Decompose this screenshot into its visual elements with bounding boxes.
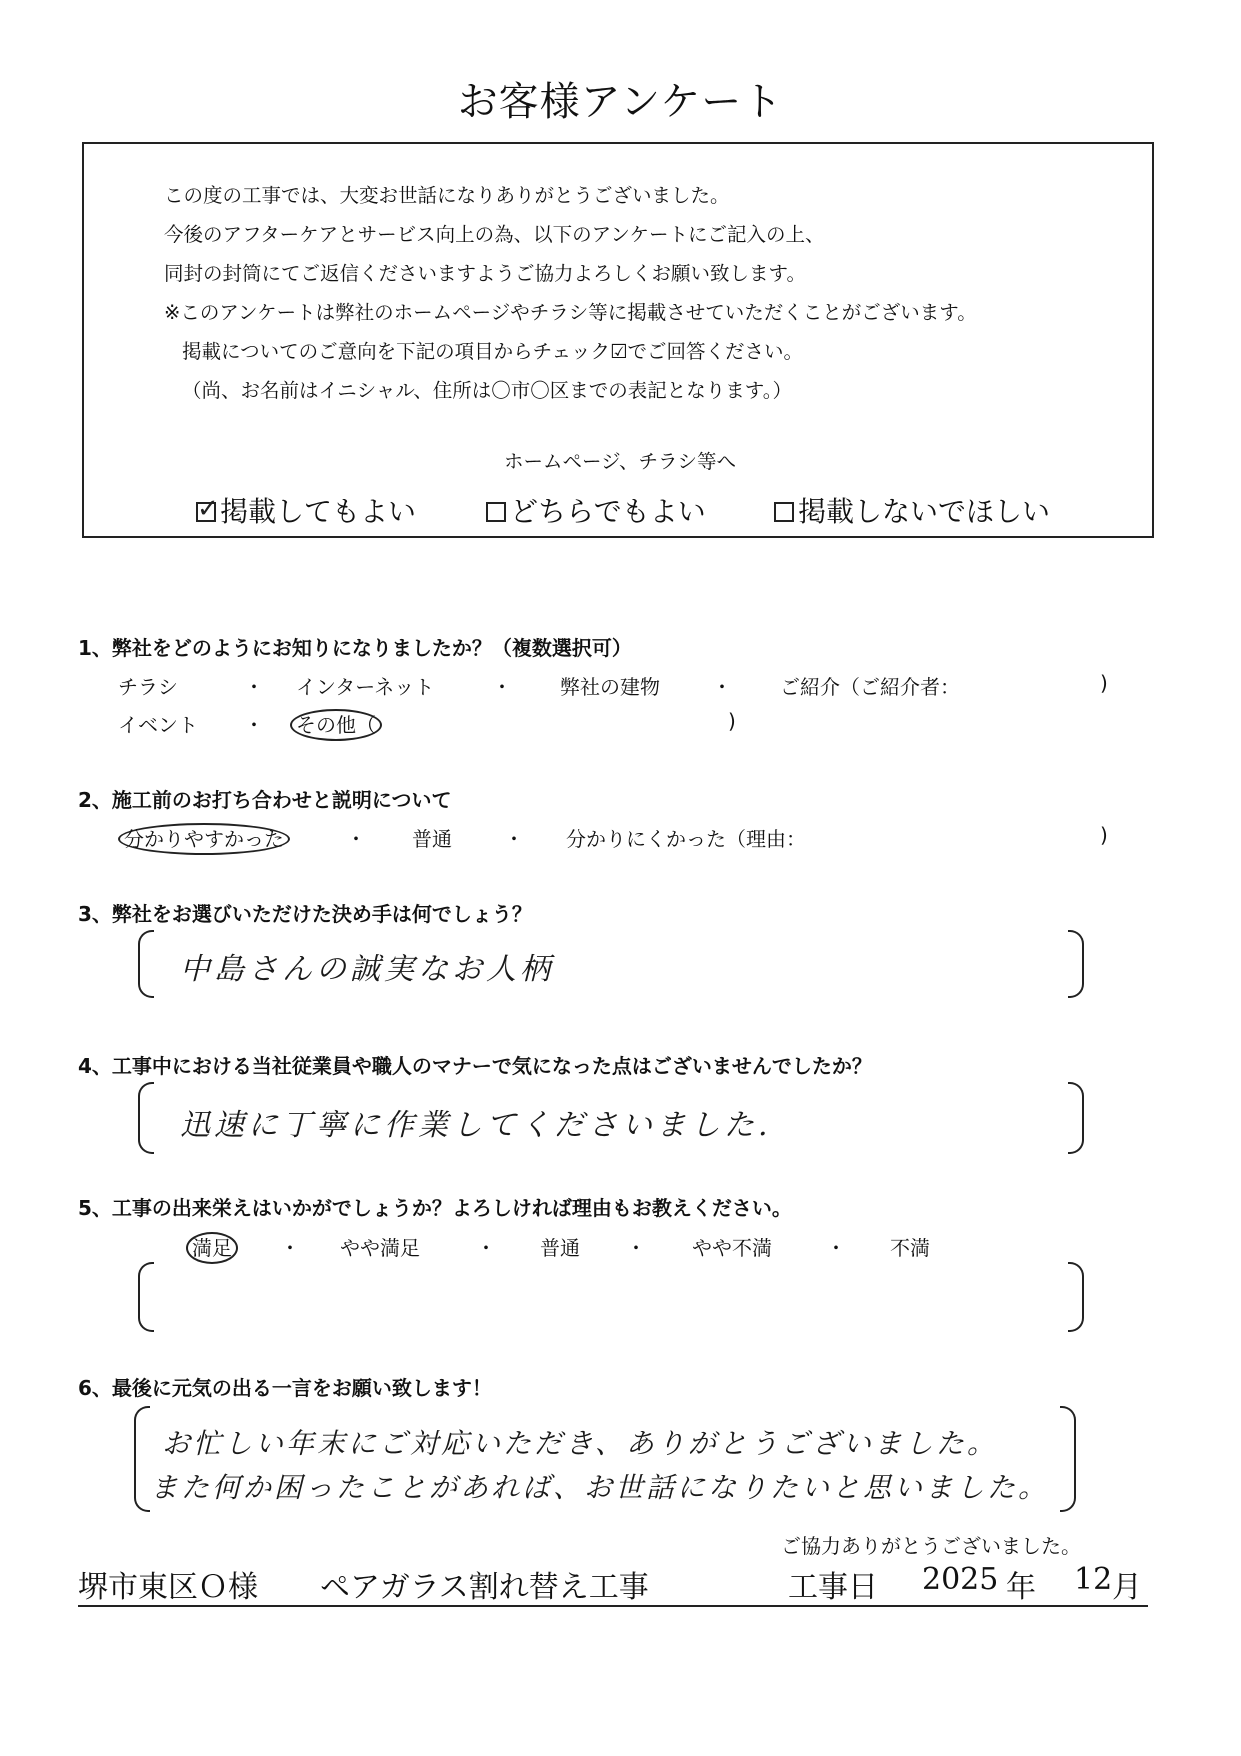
checkbox-checked-icon[interactable] [196, 502, 216, 522]
separator: ・ [346, 827, 366, 851]
option-normal[interactable]: 普通 [412, 827, 452, 851]
answer-bracket-left [138, 1262, 154, 1332]
answer-bracket-right [1060, 1406, 1076, 1512]
publish-option-allow[interactable] [196, 490, 416, 530]
footer-year-unit: 年 [1006, 1570, 1036, 1605]
separator: ・ [826, 1236, 846, 1260]
separator: ・ [492, 675, 512, 699]
footer-project: ペアガラス割れ替え工事 [320, 1570, 649, 1605]
footer-year: 2025 [922, 1562, 999, 1597]
answer-3-text[interactable]: 中島さんの誠実なお人柄 [180, 952, 554, 987]
question-1: 1、弊社をどのようにお知りになりましたか？（複数選択可） [78, 636, 632, 660]
thanks-text: ご協力ありがとうございました。 [781, 1534, 1081, 1558]
option-easy-label: 分かりやすかった [118, 823, 290, 855]
option-flyer[interactable]: チラシ [118, 675, 178, 699]
separator: ・ [244, 713, 264, 737]
notice-line: ※このアンケートは弊社のホームページやチラシ等に掲載させていただくことがございます。 [164, 301, 977, 324]
option-event[interactable]: イベント [118, 713, 198, 737]
footer-date-label: 工事日 [788, 1570, 878, 1605]
notice-line: この度の工事では、大変お世話になりありがとうございました。 [164, 184, 730, 207]
question-5: 5、工事の出来栄えはいかがでしょうか？よろしければ理由もお教えください。 [78, 1196, 792, 1220]
option-hard[interactable]: 分かりにくかった（理由： [566, 827, 806, 851]
notice-line: 今後のアフターケアとサービス向上の為、以下のアンケートにご記入の上、 [164, 223, 825, 246]
publish-option-either[interactable] [486, 490, 706, 530]
publish-heading: ホームページ、チラシ等へ [503, 450, 737, 473]
answer-bracket-right [1068, 930, 1084, 998]
separator: ・ [626, 1236, 646, 1260]
question-6: 6、最後に元気の出る一言をお願い致します！ [78, 1376, 492, 1400]
answer-bracket-right [1068, 1262, 1084, 1332]
notice-box [82, 142, 1154, 538]
publish-option-label: どちらでもよい [510, 495, 706, 528]
option-internet[interactable]: インターネット [296, 675, 435, 699]
close-paren: ) [728, 709, 736, 733]
footer-customer: 堺市東区Ｏ様 [78, 1570, 258, 1605]
option-normal[interactable]: 普通 [540, 1236, 580, 1260]
answer-4-text[interactable]: 迅速に丁寧に作業してくださいました. [180, 1108, 772, 1143]
close-paren: ) [1100, 671, 1108, 695]
question-2: 2、施工前のお打ち合わせと説明について [78, 788, 452, 812]
separator: ・ [244, 675, 264, 699]
page-title: お客様アンケート [457, 79, 784, 125]
publish-option-label: 掲載してもよい [220, 495, 417, 528]
separator: ・ [712, 675, 732, 699]
checkbox-icon[interactable] [486, 502, 506, 522]
footer-month: 12 [1074, 1562, 1113, 1597]
publish-option-deny[interactable] [774, 490, 1050, 530]
option-satisfied[interactable] [192, 1232, 232, 1261]
answer-bracket-left [138, 930, 154, 998]
option-dissatisfied[interactable]: 不満 [890, 1236, 930, 1260]
question-3: 3、弊社をお選びいただけた決め手は何でしょう？ [78, 902, 532, 926]
question-4: 4、工事中における当社従業員や職人のマナーで気になった点はございませんでしたか？ [78, 1054, 872, 1078]
notice-line: 同封の封筒にてご返信くださいますようご協力よろしくお願い致します。 [164, 262, 806, 285]
answer-6-line[interactable]: お忙しい年末にご対応いただき、ありがとうございました。 [162, 1427, 998, 1460]
footer-underline [78, 1605, 1148, 1607]
notice-line: 掲載についてのご意向を下記の項目からチェック☑でご回答ください。 [182, 340, 804, 363]
checkbox-icon[interactable] [774, 502, 794, 522]
footer-month-unit: 月 [1112, 1570, 1142, 1605]
publish-option-label: 掲載しないでほしい [798, 495, 1051, 528]
option-other-label: その他（ [290, 709, 382, 741]
answer-bracket-right [1068, 1082, 1084, 1154]
option-building[interactable]: 弊社の建物 [560, 675, 660, 699]
answer-bracket-left [134, 1406, 150, 1512]
answer-bracket-left [138, 1082, 154, 1154]
option-easy[interactable] [124, 823, 284, 852]
option-somewhat-satisfied[interactable]: やや満足 [340, 1236, 420, 1260]
close-paren: ) [1100, 823, 1108, 847]
option-referral[interactable]: ご紹介（ご紹介者： [780, 675, 960, 699]
notice-line: （尚、お名前はイニシャル、住所は〇市〇区までの表記となります。） [182, 379, 792, 402]
separator: ・ [476, 1236, 496, 1260]
option-somewhat-dissatisfied[interactable]: やや不満 [692, 1236, 772, 1260]
separator: ・ [280, 1236, 300, 1260]
option-other[interactable] [296, 709, 376, 738]
separator: ・ [504, 827, 524, 851]
answer-6-line[interactable]: また何か困ったことがあれば、お世話になりたいと思いました。 [150, 1471, 1050, 1504]
option-satisfied-label: 満足 [186, 1232, 238, 1264]
